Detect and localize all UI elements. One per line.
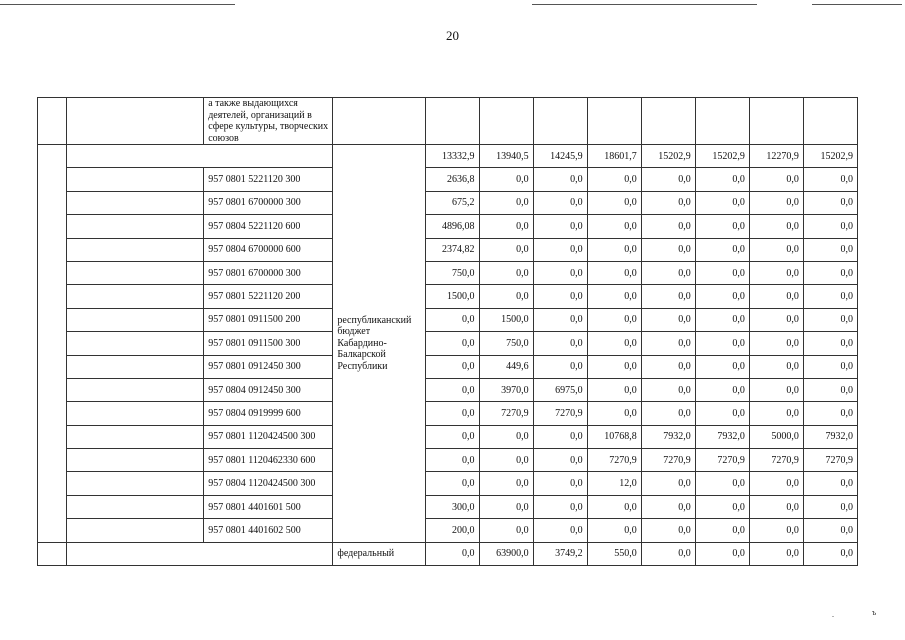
value-cell: 0,0	[641, 261, 695, 284]
value-cell: 0,0	[533, 215, 587, 238]
value-cell: 0,0	[533, 238, 587, 261]
table-row	[38, 238, 858, 261]
table-row	[38, 261, 858, 284]
empty-cell	[641, 98, 695, 145]
value-cell: 0,0	[533, 308, 587, 331]
value-cell: 449,6	[479, 355, 533, 378]
value-cell: 0,0	[641, 402, 695, 425]
table-row	[38, 495, 858, 518]
value-cell: 0,0	[533, 168, 587, 191]
value-cell: 0,0	[533, 449, 587, 472]
value-cell: 0,0	[533, 519, 587, 542]
value-cell: 0,0	[426, 355, 479, 378]
table-row	[38, 472, 858, 495]
value-cell: 0,0	[426, 402, 479, 425]
value-cell: 0,0	[641, 378, 695, 401]
value-cell: 0,0	[641, 191, 695, 214]
value-cell: 0,0	[587, 402, 641, 425]
value-cell: 0,0	[695, 332, 749, 355]
value-cell: 7270,9	[803, 449, 857, 472]
scan-speck: .	[832, 610, 834, 619]
budget-code: 957 0801 0911500 300	[204, 332, 333, 355]
value-cell: 15202,9	[695, 145, 749, 168]
value-cell: 13940,5	[479, 145, 533, 168]
value-cell: 0,0	[533, 191, 587, 214]
value-cell: 0,0	[641, 472, 695, 495]
value-cell: 0,0	[426, 425, 479, 448]
empty-cell	[333, 98, 426, 145]
budget-code: 957 0804 6700000 600	[204, 238, 333, 261]
value-cell: 0,0	[587, 261, 641, 284]
value-cell: 0,0	[749, 355, 803, 378]
budget-code: 957 0801 1120462330 600	[204, 449, 333, 472]
value-cell: 0,0	[749, 215, 803, 238]
budget-code: 957 0804 0912450 300	[204, 378, 333, 401]
value-cell: 0,0	[426, 308, 479, 331]
value-cell: 0,0	[426, 332, 479, 355]
value-cell: 0,0	[587, 495, 641, 518]
value-cell: 0,0	[695, 285, 749, 308]
value-cell: 0,0	[479, 261, 533, 284]
value-cell: 3749,2	[533, 542, 587, 565]
table-row	[38, 519, 858, 542]
value-cell: 7932,0	[695, 425, 749, 448]
table-row	[38, 355, 858, 378]
value-cell: 7932,0	[803, 425, 857, 448]
scan-top-line-right	[532, 4, 757, 5]
table-row	[38, 378, 858, 401]
empty-cell	[67, 402, 204, 425]
empty-cell	[38, 542, 67, 565]
value-cell: 200,0	[426, 519, 479, 542]
value-cell: 0,0	[533, 472, 587, 495]
empty-cell	[67, 472, 204, 495]
budget-table-body	[38, 98, 858, 566]
value-cell: 0,0	[587, 191, 641, 214]
value-cell: 0,0	[749, 332, 803, 355]
value-cell: 7270,9	[479, 402, 533, 425]
value-cell: 0,0	[749, 519, 803, 542]
value-cell: 0,0	[695, 308, 749, 331]
value-cell: 0,0	[803, 495, 857, 518]
value-cell: 0,0	[803, 285, 857, 308]
value-cell: 14245,9	[533, 145, 587, 168]
value-cell: 0,0	[426, 449, 479, 472]
value-cell: 0,0	[803, 355, 857, 378]
value-cell: 0,0	[749, 495, 803, 518]
value-cell: 0,0	[803, 378, 857, 401]
value-cell: 0,0	[587, 285, 641, 308]
value-cell: 0,0	[803, 191, 857, 214]
budget-code: 957 0801 4401601 500	[204, 495, 333, 518]
table-row	[38, 285, 858, 308]
budget-code: 957 0801 1120424500 300	[204, 425, 333, 448]
empty-cell	[67, 285, 204, 308]
budget-code: 957 0801 6700000 300	[204, 261, 333, 284]
table-row	[38, 332, 858, 355]
empty-cell	[67, 238, 204, 261]
empty-cell	[803, 98, 857, 145]
value-cell: 0,0	[695, 261, 749, 284]
value-cell: 0,0	[587, 238, 641, 261]
value-cell: 0,0	[695, 238, 749, 261]
value-cell: 0,0	[479, 168, 533, 191]
budget-code: 957 0801 0912450 300	[204, 355, 333, 378]
value-cell: 6975,0	[533, 378, 587, 401]
table-row	[38, 425, 858, 448]
value-cell: 0,0	[749, 238, 803, 261]
value-cell: 675,2	[426, 191, 479, 214]
value-cell: 15202,9	[641, 145, 695, 168]
value-cell: 0,0	[749, 308, 803, 331]
value-cell: 0,0	[749, 472, 803, 495]
table-row	[38, 542, 858, 565]
value-cell: 0,0	[803, 542, 857, 565]
value-cell: 7270,9	[641, 449, 695, 472]
empty-cell	[67, 332, 204, 355]
value-cell: 0,0	[695, 168, 749, 191]
value-cell: 0,0	[749, 542, 803, 565]
value-cell: 0,0	[695, 355, 749, 378]
value-cell: 0,0	[426, 542, 479, 565]
budget-code: 957 0801 5221120 200	[204, 285, 333, 308]
empty-cell	[67, 145, 333, 168]
value-cell: 5000,0	[749, 425, 803, 448]
funding-source-label: республиканский бюджет Кабардино-Балкарской Республики	[333, 145, 426, 543]
empty-cell	[695, 98, 749, 145]
table-row	[38, 308, 858, 331]
value-cell: 0,0	[749, 261, 803, 284]
value-cell: 10768,8	[587, 425, 641, 448]
value-cell: 0,0	[803, 261, 857, 284]
empty-cell	[533, 98, 587, 145]
value-cell: 300,0	[426, 495, 479, 518]
value-cell: 0,0	[695, 542, 749, 565]
value-cell: 0,0	[803, 215, 857, 238]
empty-cell	[38, 98, 67, 145]
empty-cell	[67, 168, 204, 191]
value-cell: 0,0	[533, 355, 587, 378]
activity-description: а также выдающихся деятелей, организаций в сфере культуры, творческих союзов	[204, 98, 333, 145]
value-cell: 0,0	[587, 519, 641, 542]
value-cell: 0,0	[587, 308, 641, 331]
value-cell: 2374,82	[426, 238, 479, 261]
empty-cell	[67, 98, 204, 145]
value-cell: 0,0	[641, 168, 695, 191]
table-row	[38, 402, 858, 425]
value-cell: 0,0	[641, 542, 695, 565]
value-cell: 7932,0	[641, 425, 695, 448]
empty-cell	[67, 261, 204, 284]
table-row	[38, 168, 858, 191]
empty-cell	[67, 495, 204, 518]
table-row	[38, 145, 858, 168]
value-cell: 750,0	[426, 261, 479, 284]
empty-cell	[67, 308, 204, 331]
value-cell: 63900,0	[479, 542, 533, 565]
budget-code: 957 0801 0911500 200	[204, 308, 333, 331]
value-cell: 0,0	[479, 191, 533, 214]
table-header-row	[38, 98, 858, 145]
value-cell: 0,0	[803, 238, 857, 261]
scan-speck: ъ	[872, 608, 877, 617]
value-cell: 0,0	[803, 332, 857, 355]
empty-cell	[426, 98, 479, 145]
empty-cell	[479, 98, 533, 145]
empty-cell	[67, 425, 204, 448]
value-cell: 0,0	[587, 215, 641, 238]
value-cell: 12,0	[587, 472, 641, 495]
table-row	[38, 215, 858, 238]
value-cell: 0,0	[803, 519, 857, 542]
empty-cell	[67, 449, 204, 472]
value-cell: 0,0	[641, 355, 695, 378]
value-cell: 0,0	[641, 495, 695, 518]
value-cell: 2636,8	[426, 168, 479, 191]
page-number: 20	[446, 28, 459, 43]
empty-cell	[67, 355, 204, 378]
value-cell: 0,0	[803, 472, 857, 495]
value-cell: 0,0	[749, 191, 803, 214]
value-cell: 0,0	[695, 215, 749, 238]
value-cell: 0,0	[695, 402, 749, 425]
value-cell: 0,0	[479, 425, 533, 448]
value-cell: 0,0	[479, 449, 533, 472]
value-cell: 550,0	[587, 542, 641, 565]
budget-code: 957 0801 4401602 500	[204, 519, 333, 542]
empty-cell	[67, 378, 204, 401]
budget-code: 957 0804 1120424500 300	[204, 472, 333, 495]
budget-code: 957 0804 0919999 600	[204, 402, 333, 425]
value-cell: 0,0	[803, 402, 857, 425]
value-cell: 0,0	[533, 425, 587, 448]
empty-cell	[749, 98, 803, 145]
empty-cell	[67, 519, 204, 542]
table-row	[38, 449, 858, 472]
value-cell: 0,0	[803, 168, 857, 191]
value-cell: 7270,9	[533, 402, 587, 425]
value-cell: 0,0	[695, 495, 749, 518]
value-cell: 0,0	[641, 308, 695, 331]
budget-code: 957 0804 5221120 600	[204, 215, 333, 238]
budget-code: 957 0801 5221120 300	[204, 168, 333, 191]
value-cell: 18601,7	[587, 145, 641, 168]
scan-top-line-left	[0, 4, 235, 5]
value-cell: 3970,0	[479, 378, 533, 401]
value-cell: 0,0	[695, 191, 749, 214]
value-cell: 0,0	[426, 378, 479, 401]
value-cell: 12270,9	[749, 145, 803, 168]
empty-cell	[67, 191, 204, 214]
scan-top-line-far-right	[812, 4, 902, 5]
value-cell: 4896,08	[426, 215, 479, 238]
value-cell: 7270,9	[695, 449, 749, 472]
value-cell: 0,0	[641, 215, 695, 238]
value-cell: 0,0	[479, 215, 533, 238]
empty-cell	[67, 215, 204, 238]
value-cell: 0,0	[479, 472, 533, 495]
value-cell: 13332,9	[426, 145, 479, 168]
value-cell: 0,0	[533, 495, 587, 518]
value-cell: 0,0	[587, 332, 641, 355]
value-cell: 0,0	[641, 285, 695, 308]
value-cell: 0,0	[695, 378, 749, 401]
value-cell: 7270,9	[587, 449, 641, 472]
value-cell: 0,0	[479, 285, 533, 308]
value-cell: 0,0	[533, 285, 587, 308]
value-cell: 15202,9	[803, 145, 857, 168]
value-cell: 0,0	[479, 238, 533, 261]
value-cell: 0,0	[695, 472, 749, 495]
value-cell: 0,0	[749, 378, 803, 401]
value-cell: 7270,9	[749, 449, 803, 472]
empty-cell	[587, 98, 641, 145]
value-cell: 750,0	[479, 332, 533, 355]
value-cell: 1500,0	[479, 308, 533, 331]
value-cell: 1500,0	[426, 285, 479, 308]
budget-table	[37, 97, 858, 566]
budget-code: 957 0801 6700000 300	[204, 191, 333, 214]
value-cell: 0,0	[479, 495, 533, 518]
value-cell: 0,0	[533, 332, 587, 355]
value-cell: 0,0	[641, 519, 695, 542]
funding-source-label: федеральный	[333, 542, 426, 565]
value-cell: 0,0	[749, 285, 803, 308]
value-cell: 0,0	[479, 519, 533, 542]
value-cell: 0,0	[803, 308, 857, 331]
value-cell: 0,0	[587, 378, 641, 401]
value-cell: 0,0	[641, 332, 695, 355]
value-cell: 0,0	[695, 519, 749, 542]
value-cell: 0,0	[749, 168, 803, 191]
value-cell: 0,0	[533, 261, 587, 284]
value-cell: 0,0	[749, 402, 803, 425]
value-cell: 0,0	[641, 238, 695, 261]
value-cell: 0,0	[587, 355, 641, 378]
empty-cell	[67, 542, 333, 565]
table-row	[38, 191, 858, 214]
value-cell: 0,0	[587, 168, 641, 191]
empty-cell	[38, 145, 67, 543]
value-cell: 0,0	[426, 472, 479, 495]
